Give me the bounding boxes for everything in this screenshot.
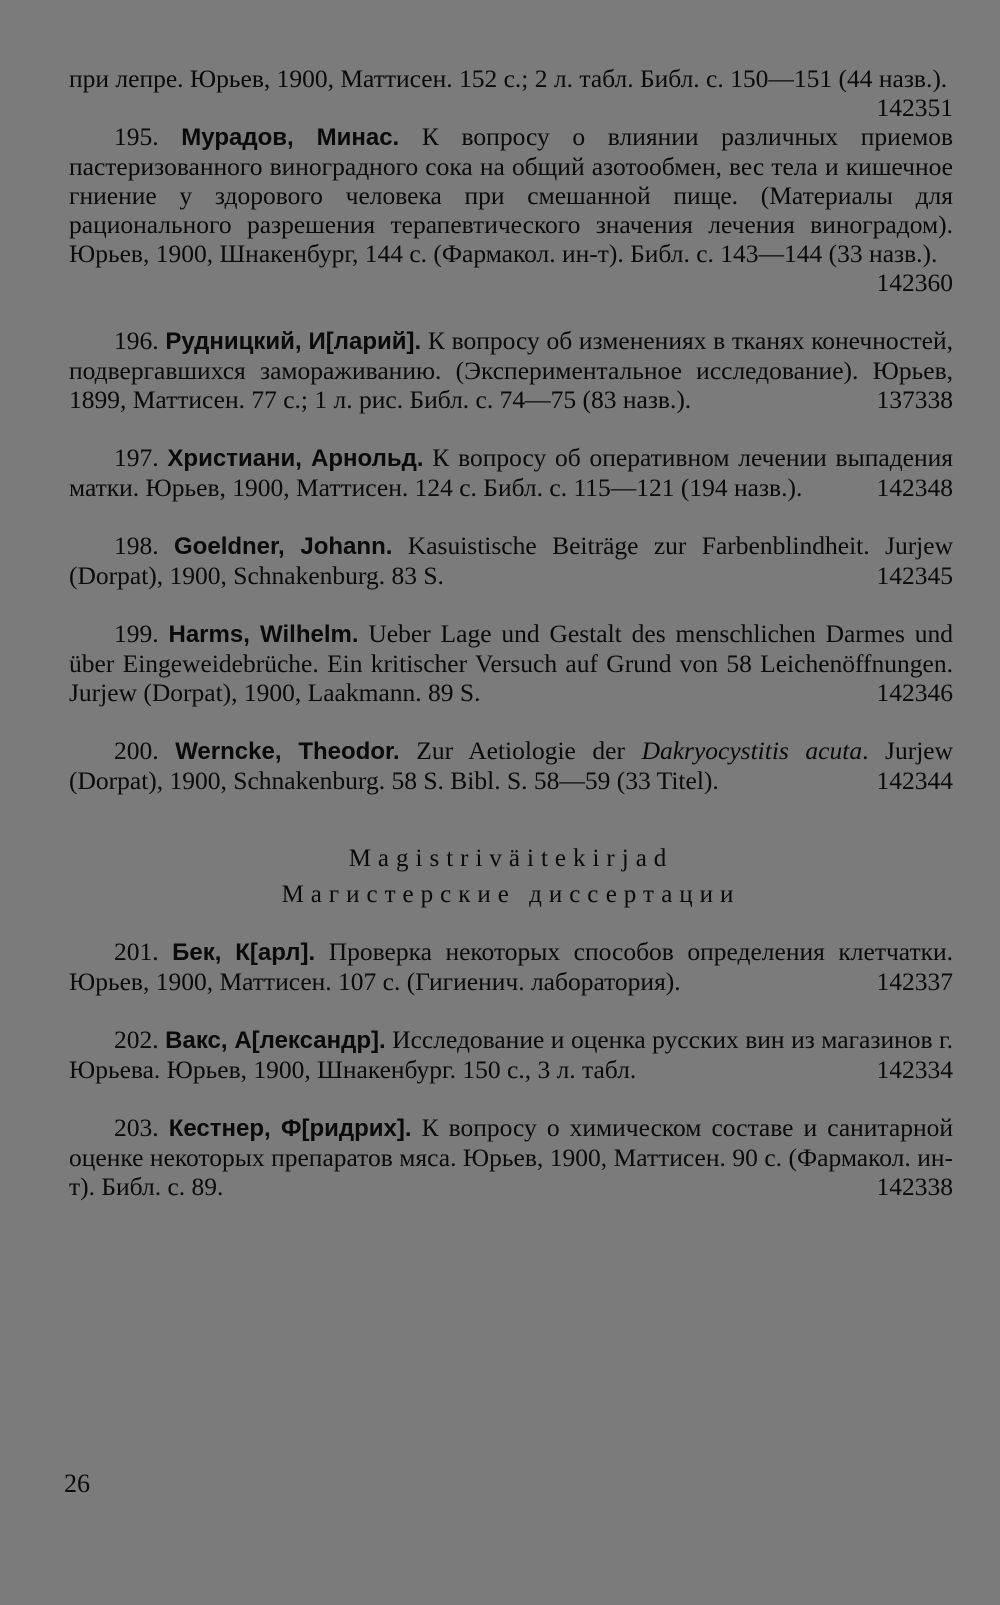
- entry-number: 199.: [114, 619, 159, 648]
- entry-text: . Jurjew (Dorpat), 1900, Schnakenburg. 58 S. Bibl. S. 58—59 (33 Titel).: [69, 736, 954, 795]
- bibliography-entry: [69, 1025, 953, 1084]
- entry-author: Harms, Wilhelm.: [168, 621, 359, 648]
- entry-number: 202.: [114, 1025, 159, 1054]
- entry-number: 203.: [114, 1113, 159, 1142]
- bibliography-entry: [69, 531, 953, 590]
- bibliography-entry: [69, 326, 953, 414]
- entry-text: К вопросу об изменениях в тканях конечностей, подвергавшихся замораживанию. (Экспериментальное исследование). Юрьев, 1899, Маттисен. 77 с.; 1 л. рис. Библ. с. 74—75 (83 назв.).: [69, 326, 954, 414]
- entry-text: Zur Aetiologie der: [399, 736, 642, 765]
- entry-number: 197.: [114, 443, 159, 472]
- page-number: 26: [64, 1469, 90, 1498]
- accession-number: 142351: [876, 93, 953, 122]
- entry-text: К вопросу о влиянии различных приемов пастеризованного виноградного сока на общий азотообмен, вес тела и кишечное гниение у здорового человека при смешанной пище. (Материалы для рационального разрешения терапевтического значения лечения виноградом). Юрьев, 1900, Шнакенбург, 144 с. (Фармакол. ин-т). Библ. с. 143—144 (33 назв.).: [69, 122, 954, 268]
- entry-text: Исследование и оценка русских вин из магазинов г. Юрьева. Юрьев, 1900, Шнакенбург. 150 с., 3 л. табл.: [69, 1025, 953, 1084]
- accession-number: 142334: [876, 1055, 953, 1084]
- accession-number: 142338: [876, 1172, 953, 1201]
- bibliography-entry: [69, 1113, 953, 1201]
- continued-entry: [69, 64, 953, 122]
- entry-italic-title: Dakryocystitis acuta: [641, 736, 863, 765]
- entry-author: Христиани, Арнольд.: [167, 445, 424, 472]
- entry-text: Проверка некоторых способов определения клетчатки. Юрьев, 1900, Маттисен. 107 с. (Гигиенич. лаборатория).: [69, 937, 954, 996]
- entry-text: Ueber Lage und Gestalt des menschlichen Darmes und über Eingeweidebrüche. Ein kritischer Versuch auf Grund von 58 Leichenöffnungen. Jurjew (Dorpat), 1900, Laakmann. 89 S.: [69, 619, 953, 707]
- bibliography-entry: [69, 443, 953, 502]
- section-title-estonian: Magistriväitekirjad: [348, 845, 674, 872]
- accession-number: 142337: [876, 967, 953, 996]
- entry-author: Кестнер, Ф[ридрих].: [168, 1115, 412, 1142]
- bibliography-entry: [69, 122, 953, 297]
- entry-number: 201.: [114, 937, 159, 966]
- entry-number: 198.: [114, 531, 159, 560]
- entry-author: Рудницкий, И[ларий].: [165, 328, 422, 355]
- entry-number: 196.: [114, 326, 159, 355]
- bibliography-entry: [69, 619, 953, 707]
- section-title-russian: Магистерские диссертации: [281, 881, 741, 908]
- entry-author: Goeldner, Johann.: [174, 533, 393, 560]
- accession-number: 137338: [876, 385, 953, 414]
- accession-number: 142345: [876, 561, 953, 590]
- entry-text: Kasuistische Beiträge zur Farbenblindheit. Jurjew (Dorpat), 1900, Schnakenburg. 83 S.: [69, 531, 954, 590]
- bibliography-entry: [69, 937, 953, 996]
- entry-author: Бек, К[арл].: [172, 939, 316, 966]
- section-heading: [69, 841, 953, 913]
- entry-text: при лепре. Юрьев, 1900, Маттисен. 152 с.; 2 л. табл. Библ. с. 150—151 (44 назв.).: [69, 64, 948, 93]
- entry-author: Вакс, А[лександр].: [165, 1027, 386, 1054]
- accession-number: 142348: [876, 473, 953, 502]
- entry-number: 200.: [114, 736, 159, 765]
- page-body: [69, 64, 953, 1230]
- bibliography-entry: [69, 736, 953, 795]
- entry-number: 195.: [114, 122, 159, 151]
- entry-text: К вопросу об оперативном лечении выпадения матки. Юрьев, 1900, Маттисен. 124 с. Библ. с. 115—121 (194 назв.).: [69, 443, 954, 502]
- entry-author: Werncke, Theodor.: [175, 738, 400, 765]
- accession-number: 142346: [876, 678, 953, 707]
- accession-number: 142344: [876, 766, 953, 795]
- entry-author: Мурадов, Минас.: [181, 124, 400, 151]
- accession-number: 142360: [876, 268, 953, 297]
- entry-text: К вопросу о химическом составе и санитарной оценке некоторых препаратов мяса. Юрьев, 1900, Маттисен. 90 с. (Фармакол. ин-т). Библ. с. 89.: [69, 1113, 953, 1201]
